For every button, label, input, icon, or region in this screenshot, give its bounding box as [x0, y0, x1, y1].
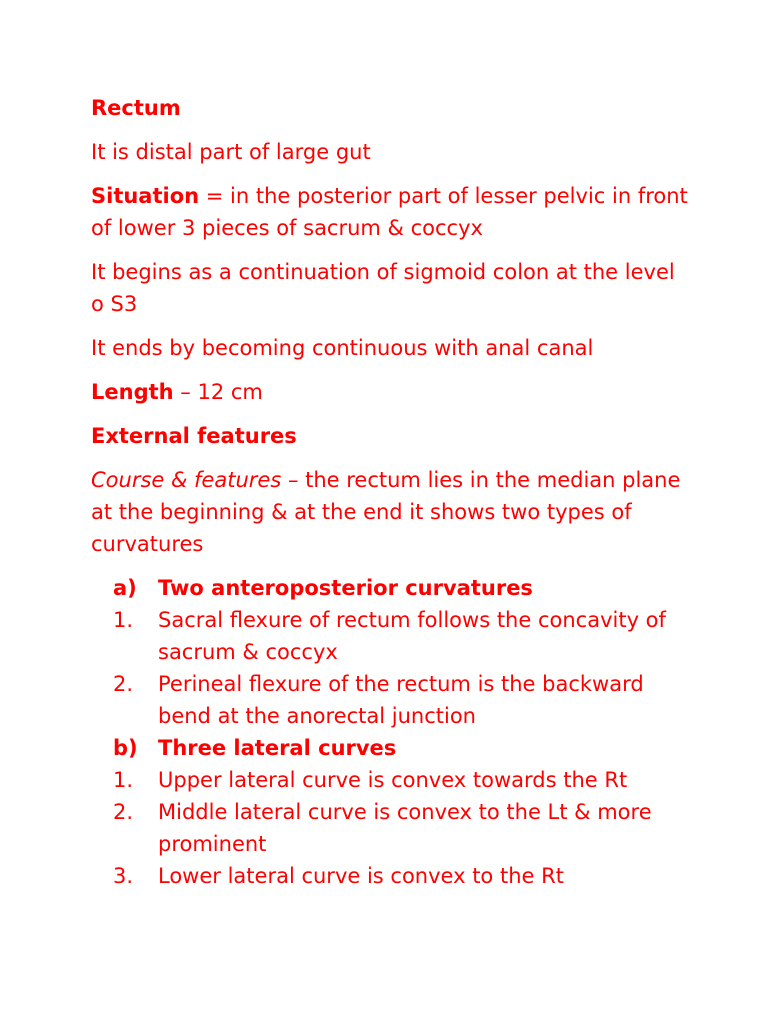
list-item-marker: 2.: [113, 800, 134, 824]
list-item-text: Upper lateral curve is convex towards the Rt: [158, 768, 628, 792]
list-item-marker: 1.: [113, 608, 134, 632]
length-label: Length: [91, 380, 174, 404]
section-a-heading: [91, 572, 691, 604]
list-item-marker: 2.: [113, 672, 134, 696]
situation-text: = in the posterior part of lesser pelvic in front of lower 3 pieces of sacrum & coccyx: [91, 184, 688, 240]
list-item-text: Sacral flexure of rectum follows the concavity of sacrum & coccyx: [158, 608, 666, 664]
section-a-marker: a): [113, 576, 137, 600]
list-item: [91, 860, 691, 892]
length-paragraph: [91, 376, 691, 408]
begins-paragraph: It begins as a continuation of sigmoid colon at the level o S3: [91, 260, 675, 316]
situation-paragraph: [91, 180, 691, 244]
list-item: [91, 604, 691, 668]
course-label: Course & features: [91, 468, 282, 492]
section-b-marker: b): [113, 736, 138, 760]
length-text: – 12 cm: [173, 380, 263, 404]
list-item: [91, 796, 691, 860]
list-item: [91, 668, 691, 732]
course-text: – the rectum lies in the median plane at the beginning & at the end it shows two types of curvatures: [91, 468, 681, 556]
intro-paragraph: It is distal part of large gut: [91, 140, 371, 164]
course-paragraph: [91, 464, 691, 560]
document-body: [91, 92, 691, 892]
list-item-text: Perineal flexure of the rectum is the backward bend at the anorectal junction: [158, 672, 644, 728]
ends-paragraph: It ends by becoming continuous with anal canal: [91, 336, 594, 360]
list-item-text: Middle lateral curve is convex to the Lt & more prominent: [158, 800, 652, 856]
section-b-title: Three lateral curves: [158, 736, 397, 760]
section-a-title: Two anteroposterior curvatures: [158, 576, 533, 600]
list-item-marker: 1.: [113, 768, 134, 792]
list-item-marker: 3.: [113, 864, 134, 888]
curvature-list: [91, 572, 691, 892]
section-b-heading: [91, 732, 691, 764]
list-item: [91, 764, 691, 796]
page-title: Rectum: [91, 96, 181, 120]
situation-label: Situation: [91, 184, 200, 208]
list-item-text: Lower lateral curve is convex to the Rt: [158, 864, 564, 888]
external-features-heading: External features: [91, 424, 297, 448]
